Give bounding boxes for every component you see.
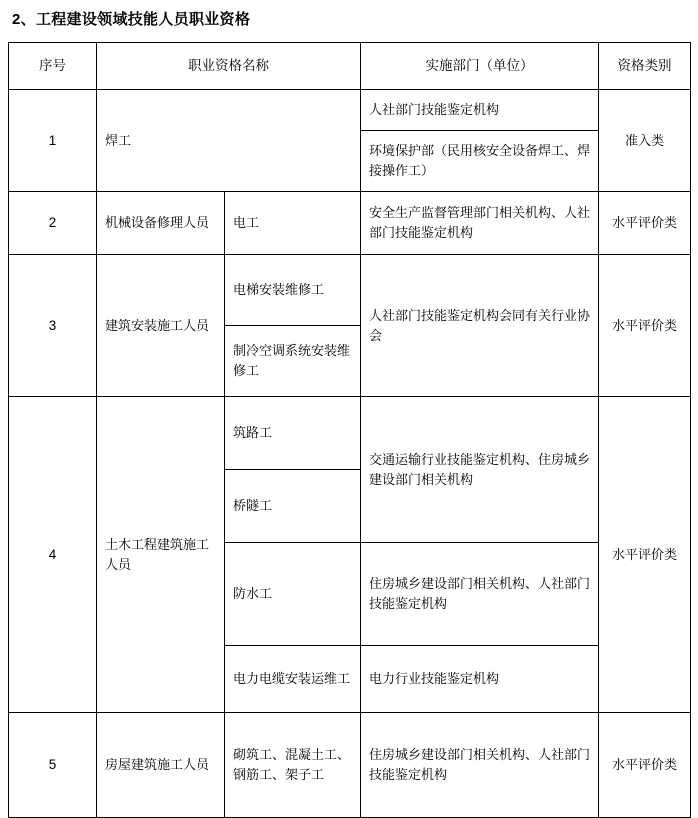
- row-seq: 2: [9, 192, 97, 255]
- row-seq: 3: [9, 255, 97, 397]
- row-type: 准入类: [599, 90, 691, 192]
- row-type: 水平评价类: [599, 192, 691, 255]
- row-name: 机械设备修理人员: [97, 192, 225, 255]
- table-row: [9, 192, 691, 255]
- row-name: 土木工程建筑施工人员: [97, 397, 225, 713]
- row-sub-name: 电梯安装维修工: [225, 255, 361, 326]
- table-row: [9, 397, 691, 470]
- row-dept: 人社部门技能鉴定机构会同有关行业协会: [361, 255, 599, 397]
- row-type: 水平评价类: [599, 255, 691, 397]
- row-name: 建筑安装施工人员: [97, 255, 225, 397]
- row-sub-name: 防水工: [225, 543, 361, 646]
- row-seq: 4: [9, 397, 97, 713]
- row-dept-part1: 人社部门技能鉴定机构: [361, 90, 599, 131]
- row-seq: 5: [9, 713, 97, 818]
- qualification-table: [8, 42, 691, 818]
- row-sub-name: 电工: [225, 192, 361, 255]
- row-type: 水平评价类: [599, 713, 691, 818]
- table-row: [9, 713, 691, 818]
- row-sub-name: 制冷空调系统安装维修工: [225, 326, 361, 397]
- row-dept-part2: 环境保护部（民用核安全设备焊工、焊接操作工）: [361, 131, 599, 192]
- table-header-row: [9, 43, 691, 90]
- row-sub-name: 筑路工: [225, 397, 361, 470]
- row-sub-name: 电力电缆安装运维工: [225, 646, 361, 713]
- row-dept: 交通运输行业技能鉴定机构、住房城乡建设部门相关机构: [361, 397, 599, 543]
- column-header-type: 资格类别: [599, 43, 691, 90]
- column-header-dept: 实施部门（单位）: [361, 43, 599, 90]
- row-name: 焊工: [97, 90, 361, 192]
- row-type: 水平评价类: [599, 397, 691, 713]
- row-seq: 1: [9, 90, 97, 192]
- row-sub-name: 桥隧工: [225, 470, 361, 543]
- page-title: 2、工程建设领域技能人员职业资格: [12, 11, 251, 28]
- column-header-seq: 序号: [9, 43, 97, 90]
- row-dept: 电力行业技能鉴定机构: [361, 646, 599, 713]
- row-name: 房屋建筑施工人员: [97, 713, 225, 818]
- row-dept: 住房城乡建设部门相关机构、人社部门技能鉴定机构: [361, 543, 599, 646]
- table-row: [9, 255, 691, 326]
- row-dept: 安全生产监督管理部门相关机构、人社部门技能鉴定机构: [361, 192, 599, 255]
- row-sub-name: 砌筑工、混凝土工、钢筋工、架子工: [225, 713, 361, 818]
- column-header-name: 职业资格名称: [97, 43, 361, 90]
- row-dept: 住房城乡建设部门相关机构、人社部门技能鉴定机构: [361, 713, 599, 818]
- table-row: [9, 90, 691, 131]
